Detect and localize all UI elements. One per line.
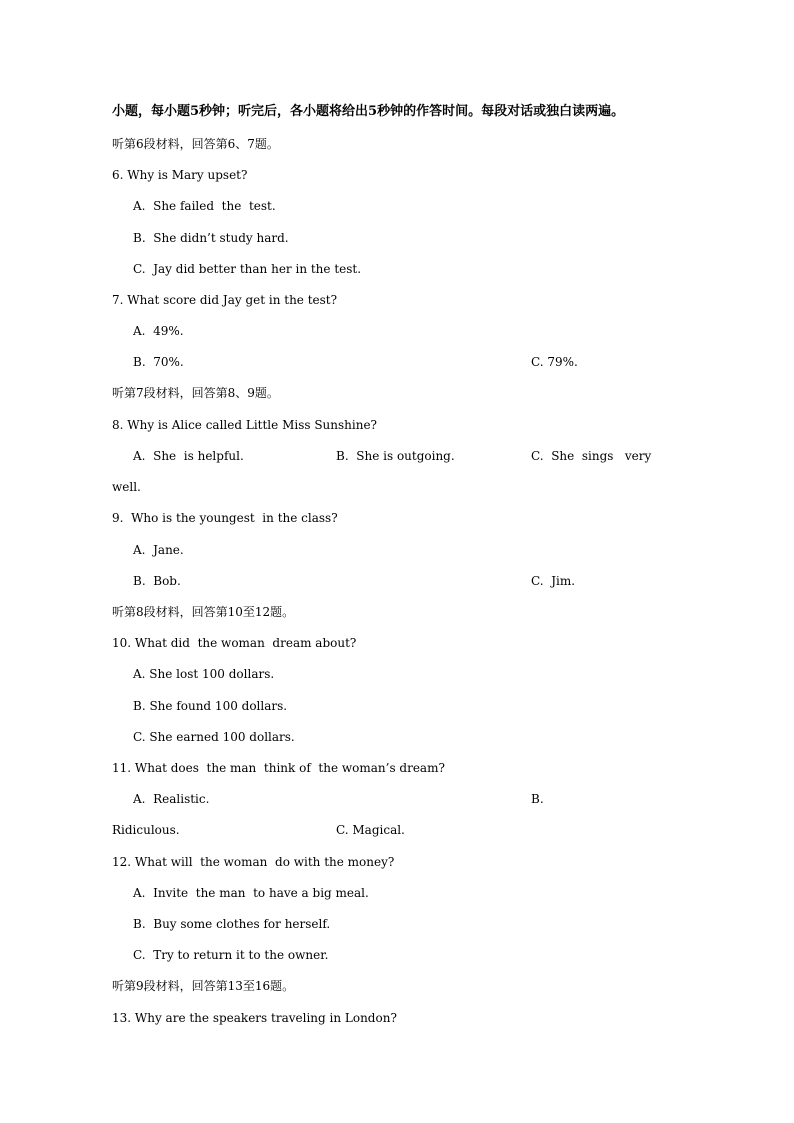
question-12-option-b: B. Buy some clothes for herself. — [133, 917, 331, 931]
section-7-heading: 听第7段材料，回答第8、9题。 — [112, 386, 279, 400]
question-10-option-b: B. She found 100 dollars. — [133, 699, 288, 713]
question-9-stem: 9. Who is the youngest in the class? — [112, 511, 338, 525]
question-9-option-b: B. Bob. — [133, 574, 181, 588]
question-7-option-a: A. 49%. — [133, 324, 184, 338]
intro-line: 小题，每小题5秒钟；听完后，各小题将给出5秒钟的作答时间。每段对话或独白读两遍。 — [112, 104, 625, 119]
question-7-stem: 7. What score did Jay get in the test? — [112, 293, 338, 307]
question-8-option-b: B. She is outgoing. — [336, 449, 455, 463]
question-8-option-c-wrap: well. — [112, 480, 141, 494]
question-10-option-c: C. She earned 100 dollars. — [133, 730, 295, 744]
question-11-option-a: A. Realistic. — [133, 792, 210, 806]
question-11-option-b: B. — [531, 792, 544, 806]
question-11-option-b-wrap: Ridiculous. — [112, 823, 180, 837]
question-11-option-c: C. Magical. — [336, 823, 405, 837]
question-8-option-a: A. She is helpful. — [133, 449, 244, 463]
question-9-option-a: A. Jane. — [133, 543, 184, 557]
question-10-stem: 10. What did the woman dream about? — [112, 636, 357, 650]
question-7-option-b: B. 70%. — [133, 355, 184, 369]
question-13-stem: 13. Why are the speakers traveling in London? — [112, 1011, 397, 1025]
question-8-option-c: C. She sings very — [531, 449, 652, 463]
question-6-option-c: C. Jay did better than her in the test. — [133, 262, 362, 276]
question-6-option-a: A. She failed the test. — [133, 199, 276, 213]
section-8-heading: 听第8段材料，回答第10至12题。 — [112, 605, 295, 619]
question-12-stem: 12. What will the woman do with the money? — [112, 855, 395, 869]
question-6-option-b: B. She didn’t study hard. — [133, 231, 289, 245]
question-12-option-a: A. Invite the man to have a big meal. — [133, 886, 369, 900]
question-9-option-c: C. Jim. — [531, 574, 576, 588]
section-9-heading: 听第9段材料，回答第13至16题。 — [112, 979, 295, 993]
question-6-stem: 6. Why is Mary upset? — [112, 168, 248, 182]
question-12-option-c: C. Try to return it to the owner. — [133, 948, 329, 962]
question-10-option-a: A. She lost 100 dollars. — [133, 667, 275, 681]
section-6-heading: 听第6段材料，回答第6、7题。 — [112, 137, 279, 151]
question-8-stem: 8. Why is Alice called Little Miss Sunshine? — [112, 418, 377, 432]
question-11-stem: 11. What does the man think of the woman’s dream? — [112, 761, 445, 775]
question-7-option-c: C. 79%. — [531, 355, 578, 369]
